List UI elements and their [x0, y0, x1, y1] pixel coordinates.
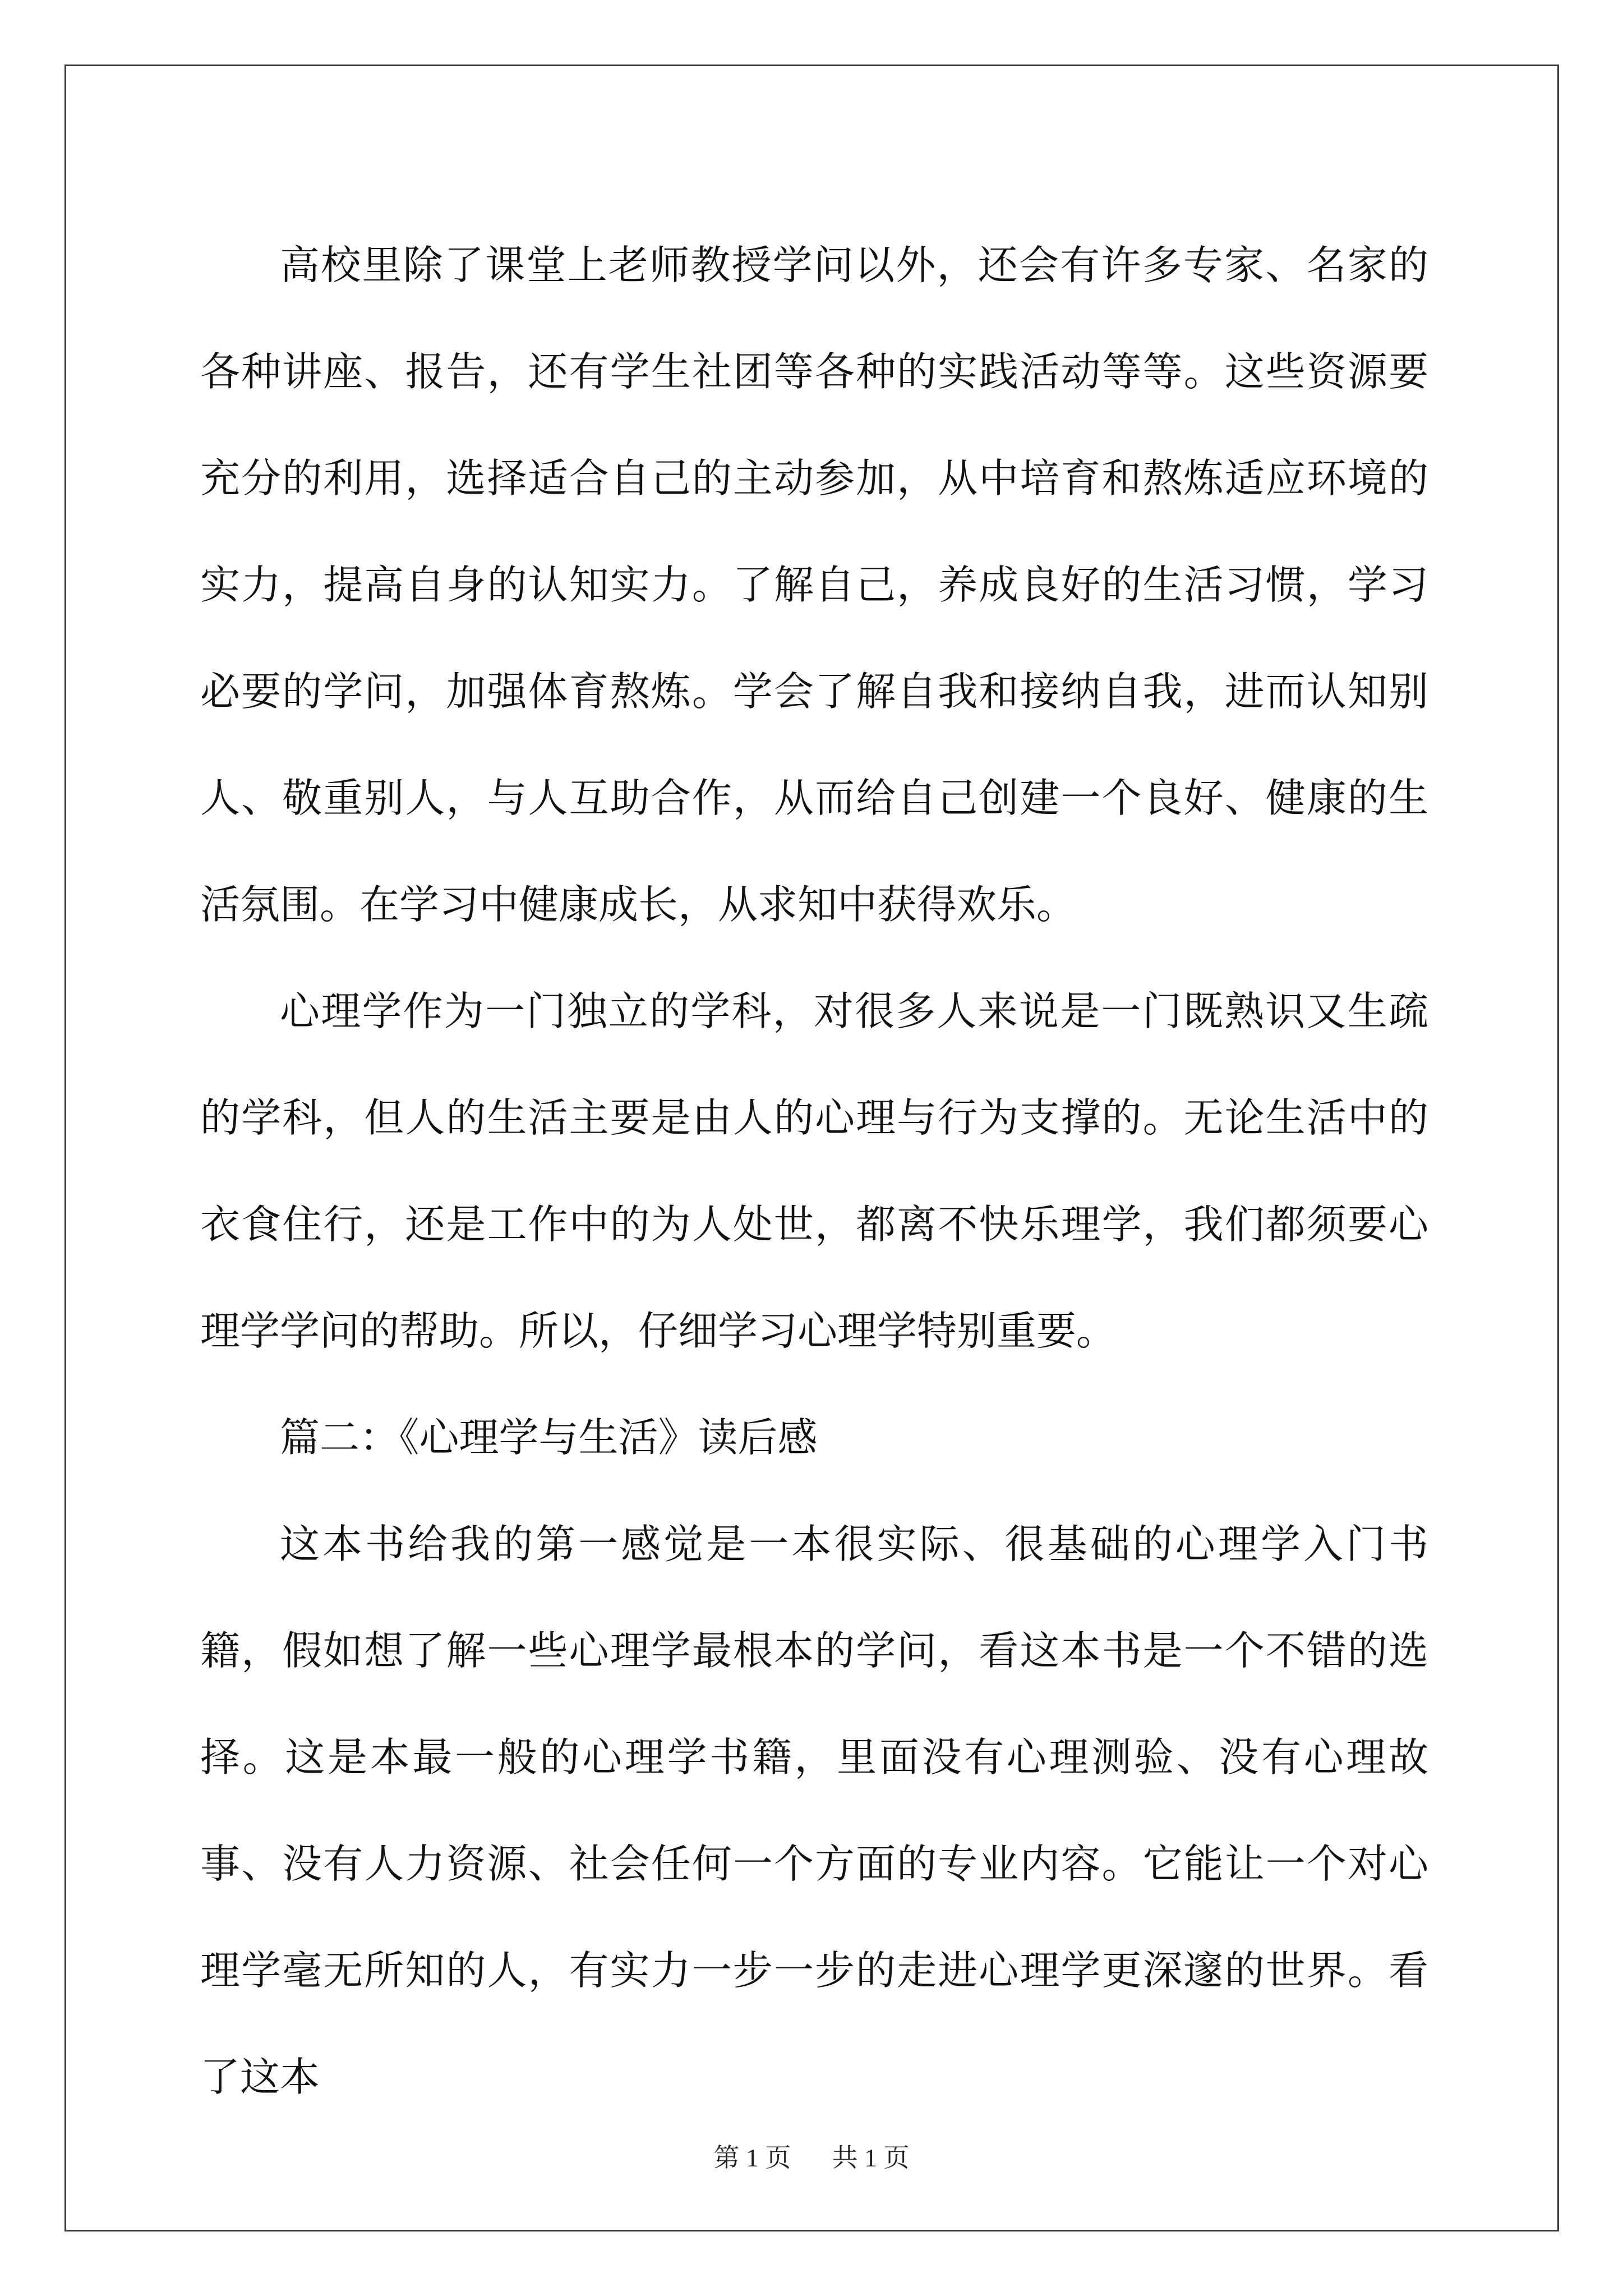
page-footer: [0, 2137, 1623, 2174]
section-heading: 篇二：《心理学与生活》读后感: [280, 1414, 818, 1461]
page-total: 共 1 页: [832, 2143, 910, 2172]
paragraph-1: 高校里除了课堂上老师教授学问以外，还会有许多专家、名家的各种讲座、报告，还有学生社团等各种的实践活动等等。这些资源要充分的利用，选择适合自己的主动参加，从中培育和熬炼适应环境的实力，提高自身的认知实力。了解自己，养成良好的生活习惯，学习必要的学问，加强体育熬炼。学会了解自我和接纳自我，进而认知别人、敬重别人，与人互助合作，从而给自己创建一个良好、健康的生活氛围。在学习中健康成长，从求知中获得欢乐。: [200, 242, 1428, 928]
document-body: [200, 212, 1428, 2100]
page-number: 第 1 页: [713, 2143, 791, 2172]
paragraph-3: 这本书给我的第一感觉是一本很实际、很基础的心理学入门书籍，假如想了解一些心理学最根本的学问，看这本书是一个不错的选择。这是本最一般的心理学书籍，里面没有心理测验、没有心理故事、没有人力资源、社会任何一个方面的专业内容。它能让一个对心理学毫无所知的人，有实力一步一步的走进心理学更深邃的世界。看了这本: [200, 1521, 1428, 2100]
paragraph-2: 心理学作为一门独立的学科，对很多人来说是一门既熟识又生疏的学科，但人的生活主要是由人的心理与行为支撑的。无论生活中的衣食住行，还是工作中的为人处世，都离不快乐理学，我们都须要心理学学问的帮助。所以，仔细学习心理学特别重要。: [200, 988, 1428, 1354]
